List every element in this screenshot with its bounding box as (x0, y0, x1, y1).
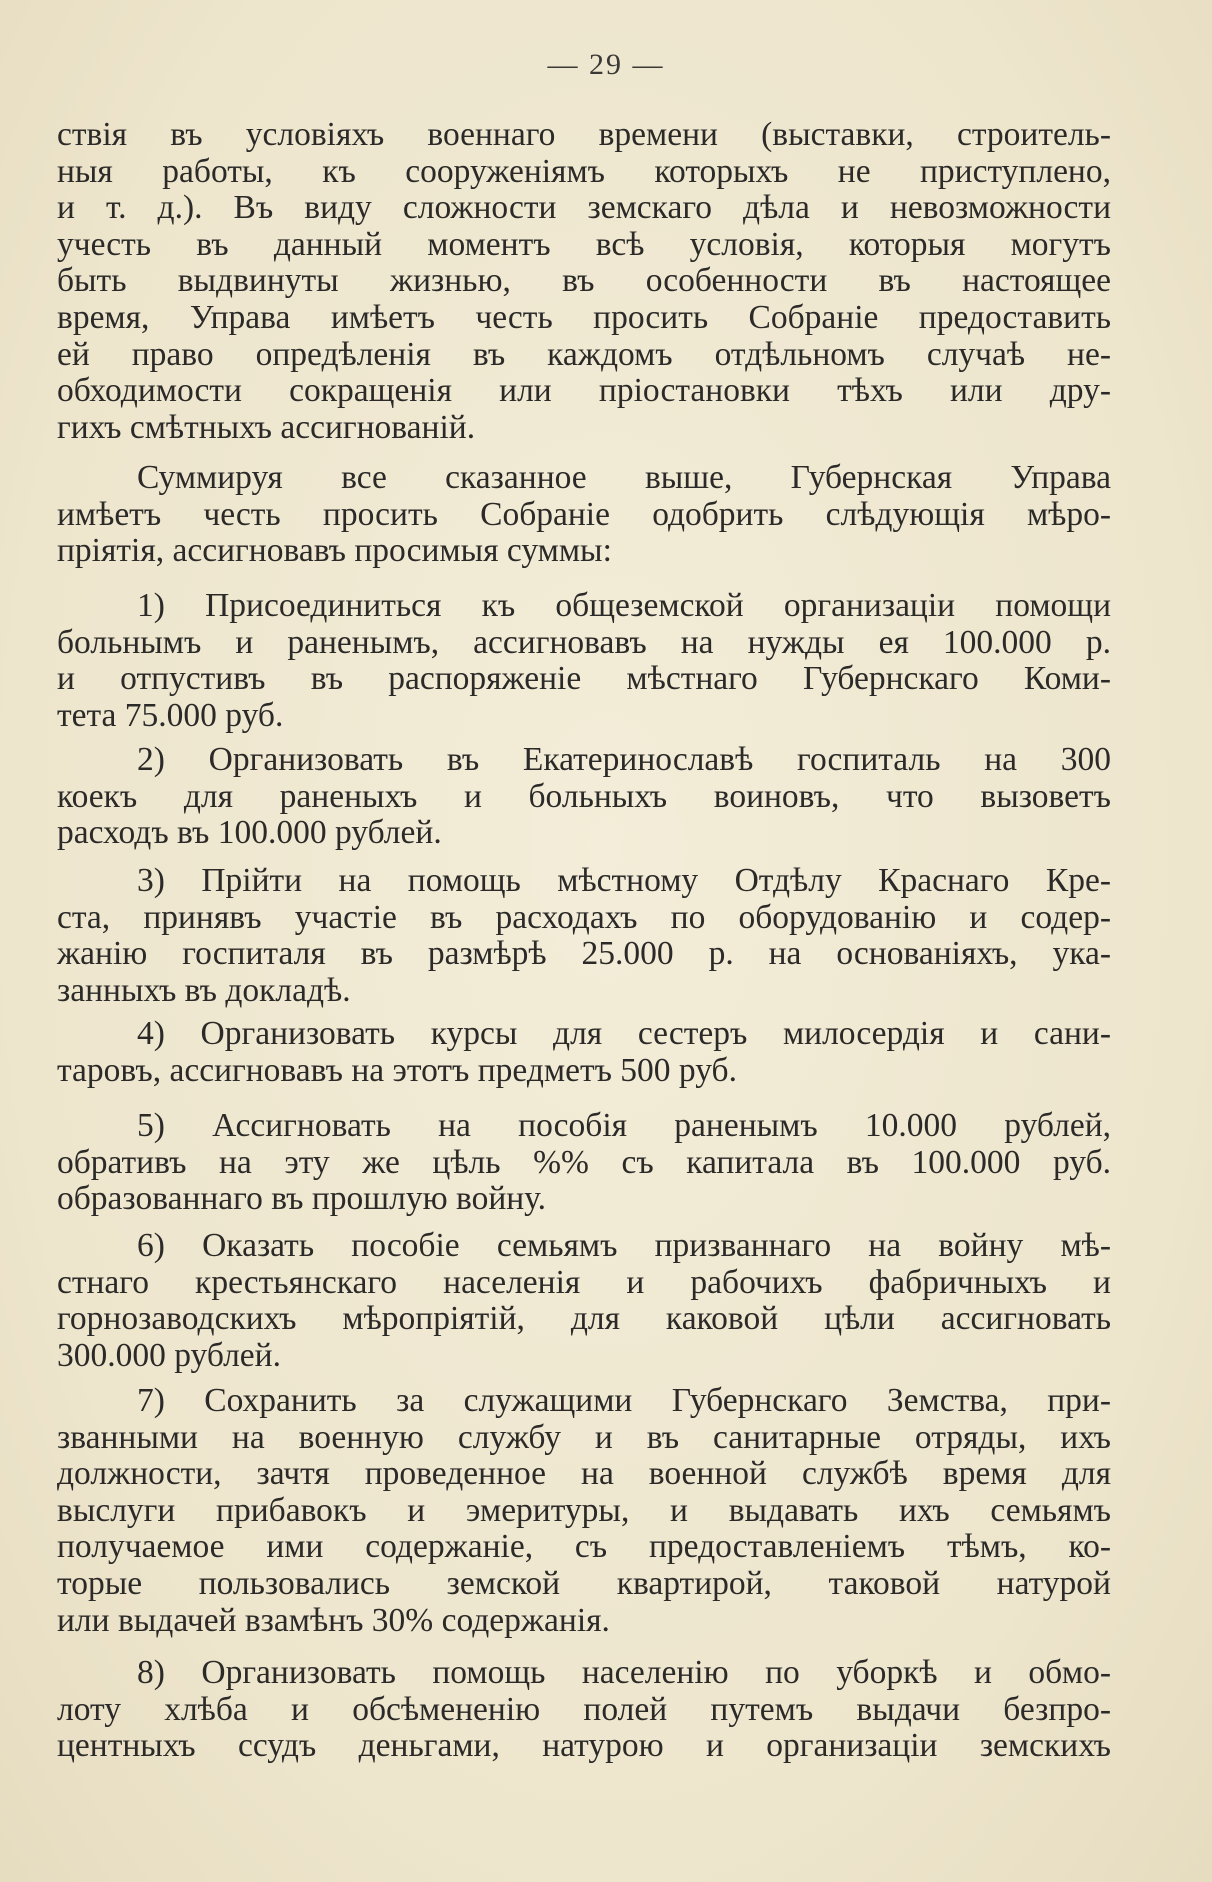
list-item-8 (57, 1655, 1111, 1765)
list-item-2 (57, 742, 1111, 852)
text-line: 6) Оказать пособіе семьямъ призваннаго на войну мѣ- (137, 1227, 1111, 1264)
text-line: званными на военную службу и въ санитарные отряды, ихъ (57, 1418, 1111, 1456)
text-line: жанію госпиталя въ размѣрѣ 25.000 р. на основаніяхъ, ука- (57, 935, 1111, 973)
text-line: Суммируя все сказанное выше, Губернская Управа (137, 459, 1111, 496)
text-line: ствія въ условіяхъ военнаго времени (выставки, строитель- (57, 116, 1111, 153)
text-line: ста, принявъ участіе въ расходахъ по оборудованію и содер- (57, 898, 1111, 936)
text-line: 300.000 рублей. (57, 1336, 281, 1374)
text-line: занныхъ въ докладѣ. (57, 971, 351, 1009)
text-line: 1) Присоединиться къ общеземской организаціи помощи (137, 587, 1111, 624)
text-line: расходъ въ 100.000 рублей. (57, 814, 442, 852)
text-line: 2) Организовать въ Екатеринославѣ госпиталь на 300 (137, 741, 1111, 778)
text-line: 7) Сохранить за служащими Губернскаго Земства, при- (137, 1382, 1111, 1419)
list-item-1 (57, 588, 1111, 734)
list-item-7 (57, 1383, 1111, 1639)
text-line: 8) Организовать помощь населенію по уборкѣ и обмо- (137, 1654, 1111, 1691)
paragraph-summary (57, 460, 1111, 570)
text-line: или выдачей взамѣнъ 30% содержанія. (57, 1601, 610, 1639)
text-line: получаемое ими содержаніе, съ предоставленіемъ тѣмъ, ко- (57, 1528, 1111, 1566)
text-line: ныя работы, къ сооруженіямъ которыхъ не приступлено, (57, 152, 1111, 190)
list-item-6 (57, 1228, 1111, 1374)
text-line: гихъ смѣтныхъ ассигнованій. (57, 408, 476, 446)
text-line: учесть въ данный моментъ всѣ условія, которыя могутъ (57, 225, 1111, 263)
text-line: и отпустивъ въ распоряженіе мѣстнаго Губернскаго Коми- (57, 660, 1111, 698)
page-number: — 29 — (547, 48, 665, 81)
text-line: центныхъ ссудъ деньгами, натурою и организаціи земскихъ (57, 1727, 1111, 1765)
text-line: таровъ, ассигновавъ на этотъ предметъ 500 руб. (57, 1051, 737, 1089)
text-line: должности, зачтя проведенное на военной службѣ время для (57, 1455, 1111, 1493)
text-line: образованнаго въ прошлую войну. (57, 1180, 546, 1218)
list-item-3 (57, 863, 1111, 1009)
text-line: выслуги прибавокъ и эмеритуры, и выдавать ихъ семьямъ (57, 1491, 1111, 1529)
text-line: быть выдвинуты жизнью, въ особенности въ настоящее (57, 262, 1111, 300)
text-line: 4) Организовать курсы для сестеръ милосердія и сани- (137, 1015, 1111, 1052)
text-line: ей право опредѣленія въ каждомъ отдѣльномъ случаѣ не- (57, 335, 1111, 373)
text-line: имѣетъ честь просить Собраніе одобрить слѣдующія мѣро- (57, 495, 1111, 533)
text-line: лоту хлѣба и обсѣмененію полей путемъ выдачи безпро- (57, 1690, 1111, 1728)
text-line: время, Управа имѣетъ честь просить Собраніе предоставить (57, 298, 1111, 336)
text-line: 5) Ассигновать на пособія раненымъ 10.000 рублей, (137, 1107, 1111, 1144)
text-line: тета 75.000 руб. (57, 696, 284, 734)
text-line: обративъ на эту же цѣль %% съ капитала въ 100.000 руб. (57, 1143, 1111, 1181)
text-line: коекъ для раненыхъ и больныхъ воиновъ, что вызоветъ (57, 777, 1111, 815)
text-line: торые пользовались земской квартирой, таковой натурой (57, 1564, 1111, 1602)
list-item-5 (57, 1108, 1111, 1218)
text-line: стнаго крестьянскаго населенія и рабочихъ фабричныхъ и (57, 1263, 1111, 1301)
text-line: пріятія, ассигновавъ просимыя суммы: (57, 532, 612, 570)
text-line: больнымъ и раненымъ, ассигновавъ на нужды ея 100.000 р. (57, 623, 1111, 661)
text-line: горнозаводскихъ мѣропріятій, для каковой цѣли ассигновать (57, 1300, 1111, 1338)
paragraph-intro (57, 117, 1111, 446)
list-item-4 (57, 1016, 1111, 1089)
text-line: и т. д.). Въ виду сложности земскаго дѣла и невозможности (57, 189, 1111, 227)
text-line: 3) Прійти на помощь мѣстному Отдѣлу Краснаго Кре- (137, 862, 1111, 899)
text-line: обходимости сокращенія или пріостановки тѣхъ или дру- (57, 372, 1111, 410)
